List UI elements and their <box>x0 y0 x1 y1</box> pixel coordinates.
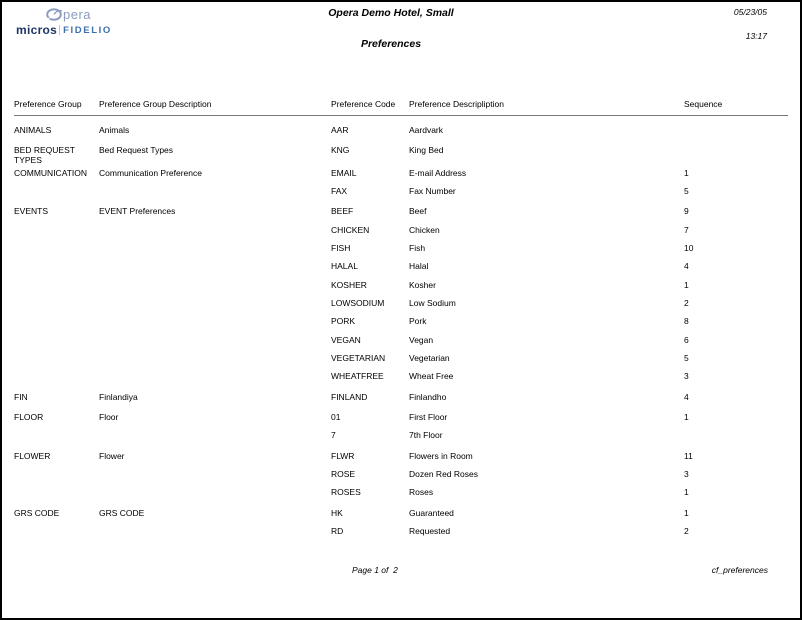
col-header-sequence: Sequence <box>684 99 723 109</box>
table-row <box>14 243 788 261</box>
col-header-preference-description: Preference Descripliption <box>409 99 504 109</box>
cell-preference-group-description: Finlandiya <box>99 391 138 402</box>
cell-preference-description: Requested <box>409 526 451 537</box>
col-header-preference-group: Preference Group <box>14 99 82 109</box>
cell-preference-group <box>14 526 99 536</box>
cell-preference-description: Vegan <box>409 334 434 345</box>
cell-sequence: 7 <box>684 224 689 235</box>
cell-sequence: 4 <box>684 391 689 402</box>
cell-preference-group: FLOOR <box>14 412 44 423</box>
table-row <box>14 451 788 469</box>
cell-sequence: 3 <box>684 371 689 382</box>
cell-preference-group-description <box>99 316 331 326</box>
table-row <box>14 508 788 526</box>
report-datetime <box>734 7 767 41</box>
cell-sequence: 5 <box>684 185 689 196</box>
cell-sequence: 8 <box>684 316 689 327</box>
cell-preference-group-description <box>99 280 331 290</box>
cell-preference-group-description: Animals <box>99 125 130 135</box>
cell-preference-group-description <box>99 225 331 235</box>
cell-preference-group-description <box>99 353 331 363</box>
cell-preference-code: KOSHER <box>331 279 367 290</box>
table-row <box>14 298 788 316</box>
cell-preference-code: ROSE <box>331 469 356 480</box>
cell-preference-code: FAX <box>331 185 348 196</box>
cell-preference-group: BED REQUEST TYPES <box>14 145 75 166</box>
table-row <box>14 125 788 143</box>
cell-sequence: 1 <box>684 507 689 518</box>
cell-preference-group <box>14 487 99 497</box>
cell-preference-description: Fax Number <box>409 185 456 196</box>
cell-sequence <box>684 145 788 165</box>
cell-preference-code: HALAL <box>331 261 358 272</box>
micros-logo-text: micros <box>16 23 58 37</box>
table-row <box>14 412 788 430</box>
cell-preference-description: E-mail Address <box>409 167 467 178</box>
cell-preference-group: FIN <box>14 391 28 402</box>
cell-preference-description: Chicken <box>409 224 440 235</box>
cell-preference-description: Wheat Free <box>409 371 454 382</box>
cell-preference-group <box>14 298 99 308</box>
cell-preference-code: FISH <box>331 243 351 254</box>
cell-preference-group <box>14 186 99 196</box>
report-id: cf_preferences <box>711 565 768 575</box>
cell-preference-group-description: Communication Preference <box>99 167 202 178</box>
cell-preference-description: 7th Floor <box>409 430 443 441</box>
cell-preference-group-description <box>99 469 331 479</box>
micros-fidelio-line <box>16 23 112 37</box>
cell-preference-group-description <box>99 335 331 345</box>
cell-preference-description: Flowers in Room <box>409 450 473 461</box>
cell-preference-group <box>14 280 99 290</box>
cell-preference-description: Low Sodium <box>409 297 456 308</box>
cell-preference-group-description <box>99 298 331 308</box>
cell-preference-group-description: Floor <box>99 412 119 423</box>
cell-sequence: 9 <box>684 206 689 217</box>
table-row <box>14 280 788 298</box>
cell-preference-code: PORK <box>331 316 356 327</box>
cell-preference-group-description <box>99 243 331 253</box>
page-title: Preferences <box>360 38 422 50</box>
cell-preference-group <box>14 430 99 440</box>
cell-preference-group-description: Flower <box>99 450 125 461</box>
table-row <box>14 316 788 334</box>
cell-preference-group <box>14 469 99 479</box>
cell-sequence: 3 <box>684 469 689 480</box>
fidelio-logo-text: FIDELIO <box>63 24 112 36</box>
cell-preference-description: Pork <box>409 316 427 327</box>
cell-sequence: 1 <box>684 487 689 498</box>
cell-sequence <box>684 125 788 135</box>
cell-sequence <box>684 430 788 440</box>
logo-divider <box>59 25 60 35</box>
cell-preference-group <box>14 225 99 235</box>
cell-preference-code: KNG <box>331 145 350 156</box>
cell-preference-description: Dozen Red Roses <box>409 469 478 480</box>
cell-sequence: 6 <box>684 334 689 345</box>
table-row <box>14 353 788 371</box>
cell-sequence: 10 <box>684 243 694 254</box>
cell-preference-description: Roses <box>409 487 434 498</box>
cell-preference-code: EMAIL <box>331 167 357 178</box>
cell-preference-code: AAR <box>331 125 349 135</box>
cell-preference-group <box>14 243 99 253</box>
cell-preference-group: COMMUNICATION <box>14 167 88 178</box>
hotel-name: Opera Demo Hotel, Small <box>328 7 454 19</box>
cell-preference-description: Kosher <box>409 279 436 290</box>
cell-preference-description: Halal <box>409 261 429 272</box>
table-row <box>14 145 788 165</box>
cell-preference-group <box>14 316 99 326</box>
report-time: 13:17 <box>745 31 767 41</box>
cell-preference-group <box>14 261 99 271</box>
report-date: 05/23/05 <box>733 7 767 17</box>
cell-sequence: 11 <box>684 450 693 461</box>
table-row <box>14 225 788 243</box>
cell-preference-group-description <box>99 526 331 536</box>
cell-sequence: 2 <box>684 526 689 537</box>
cell-preference-group <box>14 371 99 381</box>
cell-preference-group-description <box>99 371 331 381</box>
table-row <box>14 469 788 487</box>
cell-preference-code: FINLAND <box>331 391 368 402</box>
cell-preference-group: FLOWER <box>14 450 51 461</box>
table-row <box>14 526 788 544</box>
cell-preference-description: Aardvark <box>409 125 444 135</box>
cell-preference-description: First Floor <box>409 412 448 423</box>
cell-preference-code: WHEATFREE <box>331 371 384 382</box>
table-rows <box>2 125 800 545</box>
table-row <box>14 371 788 389</box>
cell-preference-code: LOWSODIUM <box>331 297 385 308</box>
cell-preference-group-description <box>99 430 331 440</box>
cell-preference-code: 7 <box>331 430 336 441</box>
cell-sequence: 1 <box>684 412 689 423</box>
cell-preference-code: BEEF <box>331 206 354 217</box>
cell-preference-group-description: Bed Request Types <box>99 145 174 156</box>
cell-preference-group-description <box>99 487 331 497</box>
table-row <box>14 168 788 186</box>
table-row <box>14 261 788 279</box>
table-row <box>14 335 788 353</box>
cell-preference-code: FLWR <box>331 450 355 461</box>
cell-preference-description: Beef <box>409 206 427 217</box>
cell-preference-code: ROSES <box>331 487 361 498</box>
cell-preference-code: VEGETARIAN <box>331 352 386 363</box>
cell-preference-description: Vegetarian <box>409 352 450 363</box>
cell-preference-description: Guaranteed <box>409 507 454 518</box>
cell-preference-code: VEGAN <box>331 334 361 345</box>
cell-preference-group-description <box>99 186 331 196</box>
cell-preference-group-description: EVENT Preferences <box>99 206 176 217</box>
page-number: Page 1 of 2 <box>352 565 398 575</box>
cell-preference-group <box>14 335 99 345</box>
cell-preference-group-description: GRS CODE <box>99 507 145 518</box>
table-row <box>14 392 788 410</box>
table-row <box>14 430 788 448</box>
cell-sequence: 5 <box>684 352 689 363</box>
cell-preference-code: CHICKEN <box>331 224 370 235</box>
cell-preference-group-description <box>99 261 331 271</box>
cell-preference-description: King Bed <box>409 145 444 156</box>
cell-preference-code: HK <box>331 507 343 518</box>
cell-preference-group: EVENTS <box>14 206 49 217</box>
cell-sequence: 2 <box>684 297 689 308</box>
cell-preference-description: Finlandho <box>409 391 447 402</box>
col-header-preference-code: Preference Code <box>331 99 396 109</box>
cell-preference-code: 01 <box>331 412 341 423</box>
cell-preference-description: Fish <box>409 243 426 254</box>
cell-preference-group: ANIMALS <box>14 125 52 135</box>
table-row <box>14 487 788 505</box>
cell-preference-group: GRS CODE <box>14 507 60 518</box>
table-row <box>14 186 788 204</box>
opera-logo-text: pera <box>63 7 92 22</box>
table-header-row <box>14 99 788 116</box>
cell-sequence: 1 <box>684 279 689 290</box>
cell-preference-code: RD <box>331 526 344 537</box>
cell-sequence: 1 <box>684 167 689 178</box>
cell-sequence: 4 <box>684 261 689 272</box>
cell-preference-group <box>14 353 99 363</box>
preferences-table <box>2 99 800 545</box>
table-row <box>14 206 788 224</box>
col-header-preference-group-description: Preference Group Description <box>99 99 212 109</box>
